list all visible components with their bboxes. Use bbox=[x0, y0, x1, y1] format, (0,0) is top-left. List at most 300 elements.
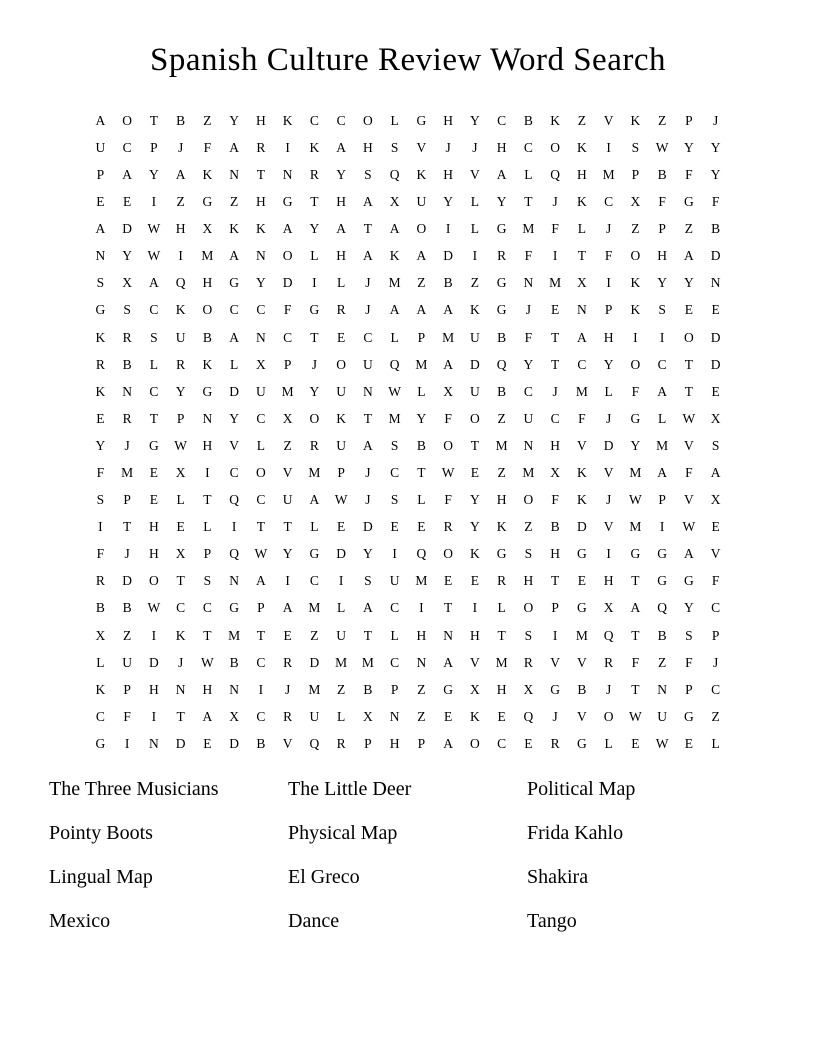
grid-cell: K bbox=[577, 492, 587, 508]
grid-cell: H bbox=[256, 194, 266, 210]
grid-cell: W bbox=[629, 492, 642, 508]
grid-cell: L bbox=[604, 735, 613, 751]
grid-cell: F bbox=[444, 492, 452, 508]
grid-cell: Q bbox=[389, 356, 400, 372]
grid-cell: E bbox=[684, 735, 693, 751]
grid-cell: E bbox=[444, 708, 453, 724]
grid-cell: D bbox=[470, 356, 480, 372]
grid-cell: I bbox=[659, 519, 665, 535]
grid-cell: N bbox=[282, 166, 293, 182]
grid-cell: G bbox=[684, 573, 694, 589]
grid-cell: H bbox=[496, 139, 507, 155]
grid-cell: E bbox=[470, 465, 479, 481]
grid-cell: X bbox=[282, 410, 293, 426]
grid-cell: A bbox=[389, 302, 400, 318]
grid-cell: M bbox=[442, 329, 455, 345]
grid-cell: C bbox=[149, 302, 159, 318]
grid-cell: Q bbox=[657, 600, 667, 616]
grid-cell: G bbox=[496, 302, 507, 318]
grid-cell: Z bbox=[470, 275, 479, 291]
grid-cell: Y bbox=[363, 546, 373, 562]
grid-cell: D bbox=[710, 248, 721, 264]
grid-cell: D bbox=[175, 735, 186, 751]
grid-cell: R bbox=[309, 166, 319, 182]
grid-cell: F bbox=[524, 248, 533, 264]
grid-cell: H bbox=[389, 735, 400, 751]
grid-cell: O bbox=[309, 410, 320, 426]
grid-cell: Y bbox=[309, 221, 320, 237]
grid-cell: F bbox=[551, 492, 559, 508]
grid-cell: Q bbox=[496, 356, 507, 372]
grid-cell: U bbox=[470, 383, 480, 399]
grid-cell: S bbox=[685, 627, 693, 643]
grid-cell: I bbox=[552, 627, 558, 643]
grid-cell: B bbox=[577, 681, 587, 697]
grid-cell: V bbox=[282, 735, 293, 751]
grid-cell: G bbox=[282, 194, 293, 210]
grid-cell: B bbox=[497, 383, 507, 399]
grid-cell: J bbox=[284, 681, 291, 697]
grid-cell: O bbox=[684, 329, 694, 345]
grid-cell: L bbox=[658, 410, 667, 426]
grid-cell: H bbox=[496, 681, 507, 697]
grid-cell: H bbox=[603, 329, 614, 345]
grid-cell: P bbox=[658, 221, 666, 237]
grid-cell: M bbox=[602, 166, 615, 182]
grid-cell: A bbox=[443, 654, 453, 670]
grid-cell: P bbox=[658, 492, 666, 508]
grid-cell: U bbox=[95, 139, 106, 155]
grid-cell: I bbox=[205, 465, 210, 481]
grid-cell: E bbox=[96, 194, 105, 210]
grid-cell: D bbox=[282, 275, 293, 291]
grid-cell: A bbox=[684, 546, 694, 562]
grid-cell: E bbox=[711, 519, 720, 535]
word-list bbox=[49, 777, 816, 953]
grid-cell: K bbox=[630, 275, 641, 291]
grid-cell: X bbox=[95, 627, 106, 643]
word-list-item: The Little Deer bbox=[288, 778, 412, 801]
grid-cell: S bbox=[524, 627, 533, 643]
grid-cell: C bbox=[122, 139, 132, 155]
grid-cell: C bbox=[229, 302, 239, 318]
grid-cell: C bbox=[176, 600, 186, 616]
grid-cell: W bbox=[655, 735, 669, 751]
grid-cell: X bbox=[175, 465, 186, 481]
grid-cell: M bbox=[549, 275, 562, 291]
grid-cell: S bbox=[524, 546, 533, 562]
grid-cell: Z bbox=[337, 681, 346, 697]
grid-cell: I bbox=[258, 681, 264, 697]
grid-cell: Q bbox=[416, 546, 427, 562]
grid-cell: R bbox=[122, 410, 132, 426]
grid-cell: D bbox=[710, 329, 721, 345]
grid-cell: T bbox=[684, 356, 693, 372]
grid-cell: A bbox=[710, 465, 721, 481]
grid-cell: T bbox=[149, 112, 158, 128]
grid-cell: N bbox=[657, 681, 667, 697]
grid-cell: A bbox=[389, 221, 400, 237]
grid-cell: T bbox=[203, 492, 212, 508]
grid-cell: V bbox=[684, 437, 694, 453]
grid-cell: Q bbox=[603, 627, 614, 643]
grid-cell: O bbox=[630, 248, 641, 264]
grid-cell: F bbox=[96, 465, 105, 481]
grid-cell: D bbox=[229, 735, 239, 751]
grid-cell: K bbox=[95, 383, 106, 399]
grid-cell: F bbox=[631, 383, 640, 399]
grid-cell: L bbox=[497, 600, 506, 616]
grid-cell: D bbox=[122, 221, 132, 237]
grid-cell: F bbox=[578, 410, 586, 426]
grid-cell: Y bbox=[630, 437, 641, 453]
grid-cell: L bbox=[337, 600, 346, 616]
grid-cell: A bbox=[443, 356, 453, 372]
grid-cell: V bbox=[282, 465, 293, 481]
grid-cell: B bbox=[523, 112, 533, 128]
grid-cell: K bbox=[470, 546, 480, 562]
grid-cell: G bbox=[95, 735, 106, 751]
grid-cell: H bbox=[416, 627, 427, 643]
grid-cell: F bbox=[685, 166, 693, 182]
grid-cell: P bbox=[685, 112, 693, 128]
grid-cell: N bbox=[389, 708, 400, 724]
grid-cell: S bbox=[390, 139, 399, 155]
grid-cell: T bbox=[577, 248, 586, 264]
grid-cell: N bbox=[577, 302, 587, 318]
grid-cell: I bbox=[659, 329, 665, 345]
grid-cell: U bbox=[657, 708, 667, 724]
grid-cell: M bbox=[656, 437, 669, 453]
grid-cell: N bbox=[710, 275, 721, 291]
grid-cell: I bbox=[178, 248, 183, 264]
grid-cell: C bbox=[657, 356, 667, 372]
grid-cell: C bbox=[309, 573, 319, 589]
grid-cell: K bbox=[550, 112, 560, 128]
grid-cell: A bbox=[95, 112, 106, 128]
grid-cell: A bbox=[657, 465, 667, 481]
grid-cell: R bbox=[523, 654, 533, 670]
grid-cell: H bbox=[202, 275, 213, 291]
grid-cell: O bbox=[256, 465, 266, 481]
grid-cell: M bbox=[201, 248, 214, 264]
grid-cell: L bbox=[390, 112, 399, 128]
grid-cell: X bbox=[603, 600, 614, 616]
grid-cell: A bbox=[309, 492, 320, 508]
grid-cell: R bbox=[283, 708, 293, 724]
grid-cell: W bbox=[682, 519, 696, 535]
grid-cell: T bbox=[551, 356, 560, 372]
grid-cell: M bbox=[629, 465, 642, 481]
grid-cell: G bbox=[496, 221, 507, 237]
grid-cell: P bbox=[417, 329, 426, 345]
grid-cell: Q bbox=[175, 275, 186, 291]
grid-cell: G bbox=[496, 275, 507, 291]
grid-cell: H bbox=[336, 248, 346, 264]
grid-cell: O bbox=[363, 112, 373, 128]
letter-grid bbox=[87, 107, 729, 757]
grid-cell: U bbox=[336, 437, 346, 453]
grid-cell: K bbox=[202, 356, 213, 372]
grid-cell: A bbox=[443, 302, 453, 318]
grid-cell: E bbox=[497, 708, 506, 724]
grid-cell: A bbox=[229, 329, 239, 345]
grid-cell: E bbox=[337, 329, 346, 345]
grid-cell: Y bbox=[684, 600, 694, 616]
grid-cell: X bbox=[470, 681, 480, 697]
grid-cell: W bbox=[629, 708, 642, 724]
grid-cell: M bbox=[281, 383, 294, 399]
grid-cell: A bbox=[229, 248, 239, 264]
grid-cell: O bbox=[443, 437, 453, 453]
grid-cell: J bbox=[525, 302, 531, 318]
grid-cell: U bbox=[175, 329, 186, 345]
grid-cell: I bbox=[552, 248, 558, 264]
grid-cell: H bbox=[149, 681, 159, 697]
grid-cell: J bbox=[365, 302, 371, 318]
grid-cell: U bbox=[363, 356, 373, 372]
grid-cell: B bbox=[657, 166, 667, 182]
grid-cell: N bbox=[416, 654, 427, 670]
grid-cell: L bbox=[203, 519, 212, 535]
grid-cell: V bbox=[684, 492, 694, 508]
grid-cell: T bbox=[524, 194, 533, 210]
grid-cell: K bbox=[95, 681, 106, 697]
grid-cell: O bbox=[603, 708, 614, 724]
grid-cell: N bbox=[149, 735, 159, 751]
grid-cell: I bbox=[472, 248, 478, 264]
grid-cell: G bbox=[577, 735, 587, 751]
grid-cell: C bbox=[256, 302, 266, 318]
grid-cell: A bbox=[336, 139, 346, 155]
grid-cell: W bbox=[147, 221, 161, 237]
grid-cell: J bbox=[365, 275, 371, 291]
grid-cell: Y bbox=[603, 356, 614, 372]
word-list-item: Political Map bbox=[527, 778, 636, 801]
grid-cell: Y bbox=[470, 492, 480, 508]
grid-cell: N bbox=[363, 383, 373, 399]
grid-cell: B bbox=[176, 112, 186, 128]
grid-cell: R bbox=[309, 437, 319, 453]
grid-cell: M bbox=[308, 465, 321, 481]
grid-cell: W bbox=[441, 465, 455, 481]
grid-cell: F bbox=[123, 708, 131, 724]
grid-cell: Q bbox=[229, 492, 239, 508]
grid-cell: B bbox=[711, 221, 721, 237]
grid-cell: L bbox=[604, 383, 613, 399]
grid-cell: A bbox=[336, 221, 346, 237]
grid-cell: T bbox=[444, 600, 453, 616]
grid-cell: C bbox=[711, 681, 721, 697]
grid-cell: M bbox=[308, 600, 321, 616]
grid-cell: M bbox=[388, 275, 401, 291]
grid-cell: I bbox=[392, 546, 397, 562]
grid-cell: L bbox=[390, 329, 399, 345]
grid-cell: Z bbox=[123, 627, 132, 643]
grid-cell: E bbox=[123, 194, 132, 210]
grid-cell: W bbox=[201, 654, 214, 670]
grid-cell: J bbox=[365, 465, 371, 481]
grid-cell: Y bbox=[336, 166, 346, 182]
grid-cell: K bbox=[95, 329, 106, 345]
grid-cell: C bbox=[256, 492, 266, 508]
grid-cell: M bbox=[335, 654, 348, 670]
grid-cell: W bbox=[147, 248, 161, 264]
grid-cell: G bbox=[309, 546, 320, 562]
grid-cell: P bbox=[283, 356, 292, 372]
grid-cell: Z bbox=[658, 112, 667, 128]
grid-cell: U bbox=[470, 329, 480, 345]
grid-cell: J bbox=[605, 221, 612, 237]
grid-cell: D bbox=[363, 519, 373, 535]
grid-cell: W bbox=[334, 492, 348, 508]
word-list-column bbox=[527, 777, 766, 953]
grid-cell: Y bbox=[175, 383, 186, 399]
grid-cell: S bbox=[658, 302, 666, 318]
grid-cell: K bbox=[175, 627, 186, 643]
grid-cell: K bbox=[229, 221, 239, 237]
grid-cell: A bbox=[149, 275, 159, 291]
grid-cell: G bbox=[657, 546, 667, 562]
grid-cell: C bbox=[390, 465, 400, 481]
grid-cell: P bbox=[711, 627, 720, 643]
grid-cell: X bbox=[550, 465, 560, 481]
grid-cell: D bbox=[122, 573, 132, 589]
grid-cell: O bbox=[202, 302, 213, 318]
grid-cell: J bbox=[552, 194, 558, 210]
grid-cell: H bbox=[603, 573, 614, 589]
grid-cell: M bbox=[495, 437, 508, 453]
grid-cell: Z bbox=[203, 112, 212, 128]
grid-cell: J bbox=[712, 654, 719, 670]
grid-cell: L bbox=[417, 383, 426, 399]
grid-cell: C bbox=[229, 465, 239, 481]
grid-cell: M bbox=[575, 383, 588, 399]
grid-cell: E bbox=[711, 302, 720, 318]
grid-cell: G bbox=[229, 600, 239, 616]
grid-cell: J bbox=[124, 437, 130, 453]
grid-cell: Y bbox=[256, 275, 266, 291]
grid-cell: X bbox=[202, 221, 213, 237]
grid-cell: K bbox=[336, 410, 346, 426]
grid-cell: C bbox=[256, 708, 266, 724]
grid-cell: A bbox=[363, 248, 373, 264]
grid-cell: P bbox=[551, 600, 559, 616]
grid-cell: O bbox=[470, 410, 480, 426]
grid-cell: S bbox=[711, 437, 720, 453]
grid-cell: Z bbox=[417, 708, 426, 724]
grid-cell: R bbox=[176, 356, 186, 372]
grid-cell: U bbox=[389, 573, 400, 589]
grid-cell: J bbox=[552, 383, 558, 399]
grid-cell: E bbox=[551, 302, 560, 318]
grid-cell: S bbox=[96, 275, 105, 291]
grid-cell: W bbox=[174, 437, 187, 453]
grid-cell: F bbox=[711, 194, 720, 210]
word-list-item: Dance bbox=[288, 910, 340, 933]
grid-cell: Z bbox=[230, 194, 239, 210]
grid-cell: N bbox=[229, 573, 239, 589]
grid-cell: H bbox=[202, 437, 213, 453]
grid-cell: R bbox=[604, 654, 614, 670]
grid-cell: V bbox=[603, 112, 614, 128]
grid-cell: V bbox=[577, 708, 587, 724]
grid-cell: A bbox=[282, 600, 293, 616]
grid-cell: K bbox=[256, 221, 266, 237]
grid-cell: A bbox=[122, 166, 132, 182]
grid-cell: H bbox=[443, 112, 453, 128]
grid-cell: T bbox=[551, 573, 560, 589]
grid-cell: Z bbox=[283, 437, 292, 453]
grid-cell: S bbox=[203, 573, 212, 589]
grid-cell: K bbox=[470, 302, 480, 318]
grid-cell: Q bbox=[229, 546, 239, 562]
grid-cell: P bbox=[417, 735, 426, 751]
grid-cell: Z bbox=[684, 221, 693, 237]
grid-cell: J bbox=[605, 410, 612, 426]
grid-cell: G bbox=[657, 573, 667, 589]
grid-cell: T bbox=[310, 329, 319, 345]
grid-cell: T bbox=[363, 221, 372, 237]
grid-cell: Y bbox=[229, 410, 239, 426]
grid-cell: G bbox=[550, 681, 560, 697]
grid-cell: M bbox=[308, 681, 321, 697]
grid-cell: C bbox=[256, 654, 266, 670]
grid-cell: J bbox=[311, 356, 317, 372]
grid-cell: T bbox=[363, 627, 372, 643]
grid-cell: I bbox=[151, 708, 157, 724]
grid-cell: P bbox=[631, 166, 640, 182]
grid-cell: I bbox=[231, 519, 237, 535]
grid-cell: C bbox=[202, 600, 212, 616]
grid-cell: F bbox=[658, 194, 666, 210]
grid-cell: U bbox=[122, 654, 132, 670]
grid-cell: T bbox=[256, 519, 265, 535]
grid-cell: C bbox=[390, 654, 400, 670]
grid-cell: Y bbox=[122, 248, 132, 264]
grid-cell: T bbox=[631, 573, 640, 589]
grid-cell: V bbox=[577, 654, 587, 670]
grid-cell: U bbox=[309, 708, 320, 724]
grid-cell: T bbox=[256, 627, 265, 643]
grid-cell: C bbox=[390, 600, 400, 616]
grid-cell: X bbox=[443, 383, 453, 399]
grid-cell: E bbox=[337, 519, 346, 535]
grid-cell: L bbox=[470, 221, 479, 237]
grid-cell: E bbox=[577, 573, 586, 589]
grid-cell: O bbox=[470, 735, 480, 751]
grid-cell: A bbox=[657, 383, 667, 399]
grid-cell: U bbox=[336, 627, 346, 643]
grid-cell: T bbox=[176, 573, 185, 589]
grid-cell: C bbox=[363, 329, 373, 345]
grid-cell: N bbox=[256, 329, 266, 345]
grid-cell: I bbox=[445, 221, 451, 237]
grid-cell: M bbox=[522, 221, 535, 237]
grid-cell: Y bbox=[710, 166, 721, 182]
grid-cell: T bbox=[203, 627, 212, 643]
grid-cell: R bbox=[336, 735, 346, 751]
grid-cell: Q bbox=[523, 708, 534, 724]
word-list-item: El Greco bbox=[288, 866, 360, 889]
grid-cell: T bbox=[470, 437, 479, 453]
grid-cell: N bbox=[523, 275, 534, 291]
grid-cell: T bbox=[123, 519, 132, 535]
grid-cell: B bbox=[657, 627, 667, 643]
grid-cell: J bbox=[605, 492, 612, 508]
grid-cell: Z bbox=[524, 519, 533, 535]
grid-cell: E bbox=[283, 627, 292, 643]
